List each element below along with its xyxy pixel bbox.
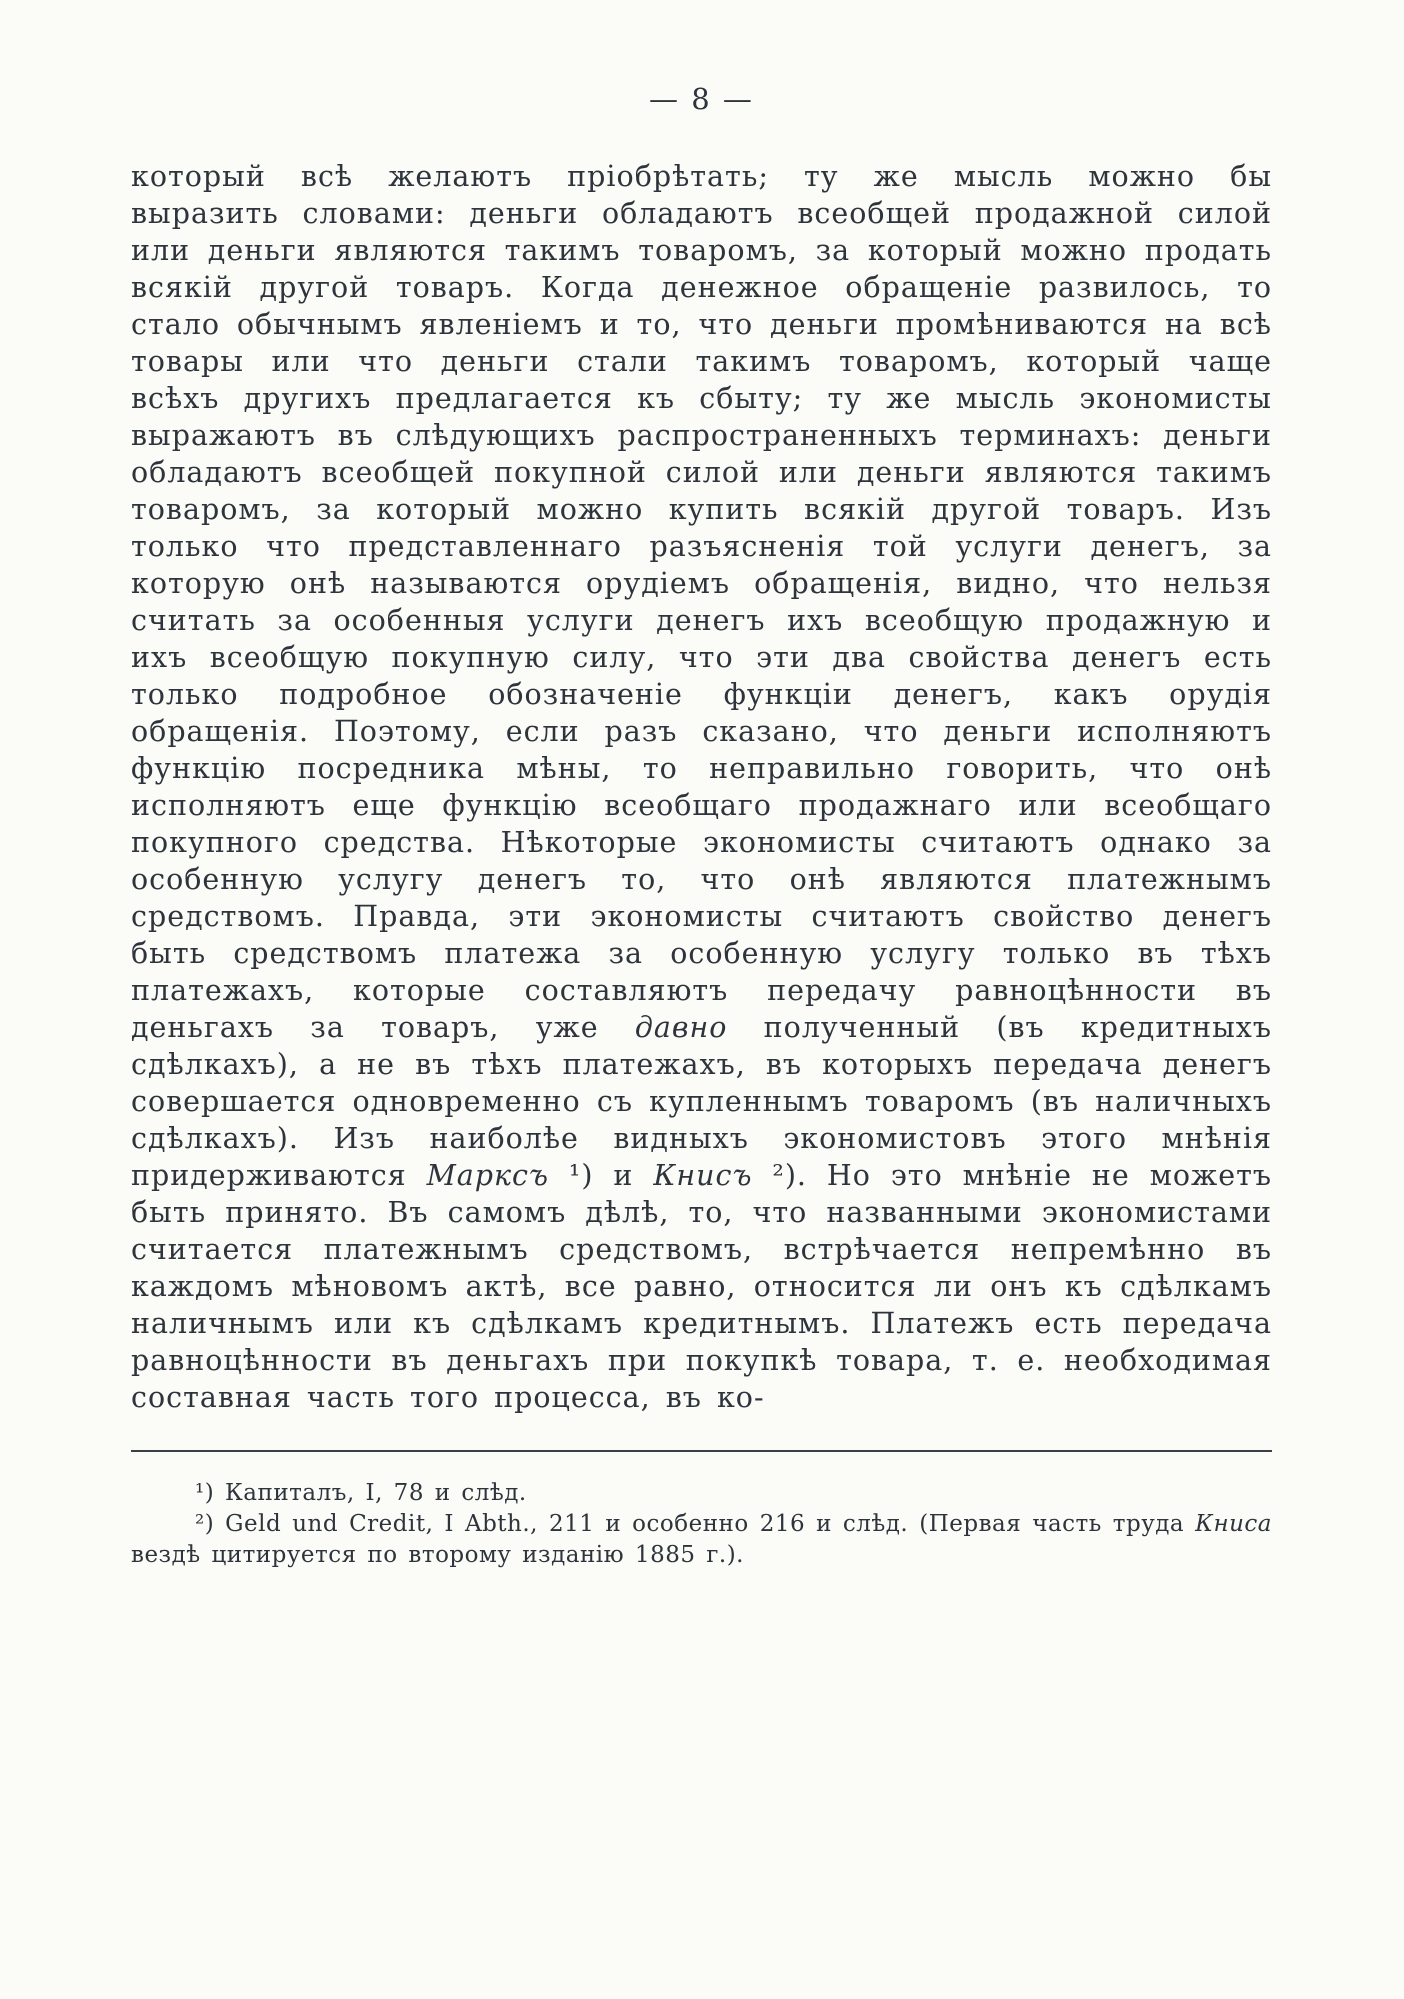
body-run: который всѣ желаютъ пріобрѣтать; ту же мысль можно бы выразить словами: деньги обладаютъ всеобщей продажной силой или деньги являются такимъ товаромъ, за который можно продать всякій другой товаръ. Когда денежное обращеніе развилось, то стало обычнымъ явленіемъ и то, что деньги промѣниваются на всѣ товары или что деньги стали такимъ товаромъ, который чаще всѣхъ другихъ предлагается къ сбыту; ту же мысль экономисты выражаютъ въ слѣдующихъ распространенныхъ терминахъ: деньги обладаютъ всеобщей покупной силой или деньги являются такимъ товаромъ, за который можно купить всякій другой товаръ. Изъ только что представленнаго разъясненія той услуги денегъ, за которую онѣ называются орудіемъ обращенія, видно, что нельзя считать за особенныя услуги денегъ ихъ всеобщую продажную и ихъ всеобщую покупную силу, что эти два свойства денегъ есть только подробное обозначеніе функціи денегъ, какъ орудія обращенія. Поэтому, если разъ сказано, что деньги исполняютъ функцію посредника мѣны, то неправильно говорить, что онѣ исполняютъ еще функцію всеобщаго продажнаго или всеобщаго покупного средства. Нѣкоторые экономисты считаютъ однако за особенную услугу денегъ то, что онѣ являются платежнымъ средствомъ. Правда, эти экономисты считаютъ свойство денегъ быть средствомъ платежа за особенную услугу только въ тѣхъ платежахъ, которые составляютъ передачу равноцѣнности въ деньгахъ за товаръ, уже <box>131 160 1272 1044</box>
footnote-1-text: ¹) Капиталъ, I, 78 и слѣд. <box>195 1480 527 1506</box>
body-run: ²). Но это мнѣніе не можетъ быть принято. Въ самомъ дѣлѣ, то, что названными экономистами считается платежнымъ средствомъ, встрѣчается непремѣнно въ каждомъ мѣновомъ актѣ, все равно, относится ли онъ къ сдѣлкамъ наличнымъ или къ сдѣлкамъ кредитнымъ. Платежъ есть передача равноцѣнности въ деньгахъ при покупкѣ товара, т. е. необходимая составная часть того процесса, въ ко- <box>131 1159 1273 1414</box>
footnotes <box>131 1478 1272 1571</box>
body-run-footnote-ref-1: ¹) и <box>549 1159 654 1192</box>
footnote-2-text: вездѣ цитируется по второму изданію 1885 г.). <box>131 1542 744 1568</box>
body-text <box>131 158 1272 1416</box>
footnote-2 <box>131 1509 1272 1571</box>
body-run: полученный (въ кредитныхъ сдѣлкахъ), а не въ тѣхъ платежахъ, въ которыхъ передача денегъ совершается одновременно съ купленнымъ товаромъ (въ наличныхъ сдѣлкахъ). Изъ наиболѣе видныхъ экономистовъ этого мнѣнія придерживаются <box>131 1011 1272 1192</box>
body-run-italic-knies: Книсъ <box>653 1159 753 1192</box>
footnote-2-text: ²) Geld und Credit, I Abth., 211 и особенно 216 и слѣд. (Первая часть труда <box>195 1511 1196 1537</box>
body-run-italic-davno: давно <box>634 1011 728 1044</box>
body-run-italic-marx: Марксъ <box>426 1159 549 1192</box>
footnote-separator <box>131 1450 1272 1452</box>
page-content <box>131 82 1272 1571</box>
footnote-2-italic-knies: Книса <box>1195 1511 1272 1537</box>
page-number: — 8 — <box>649 82 754 116</box>
footnote-1 <box>131 1478 1272 1509</box>
